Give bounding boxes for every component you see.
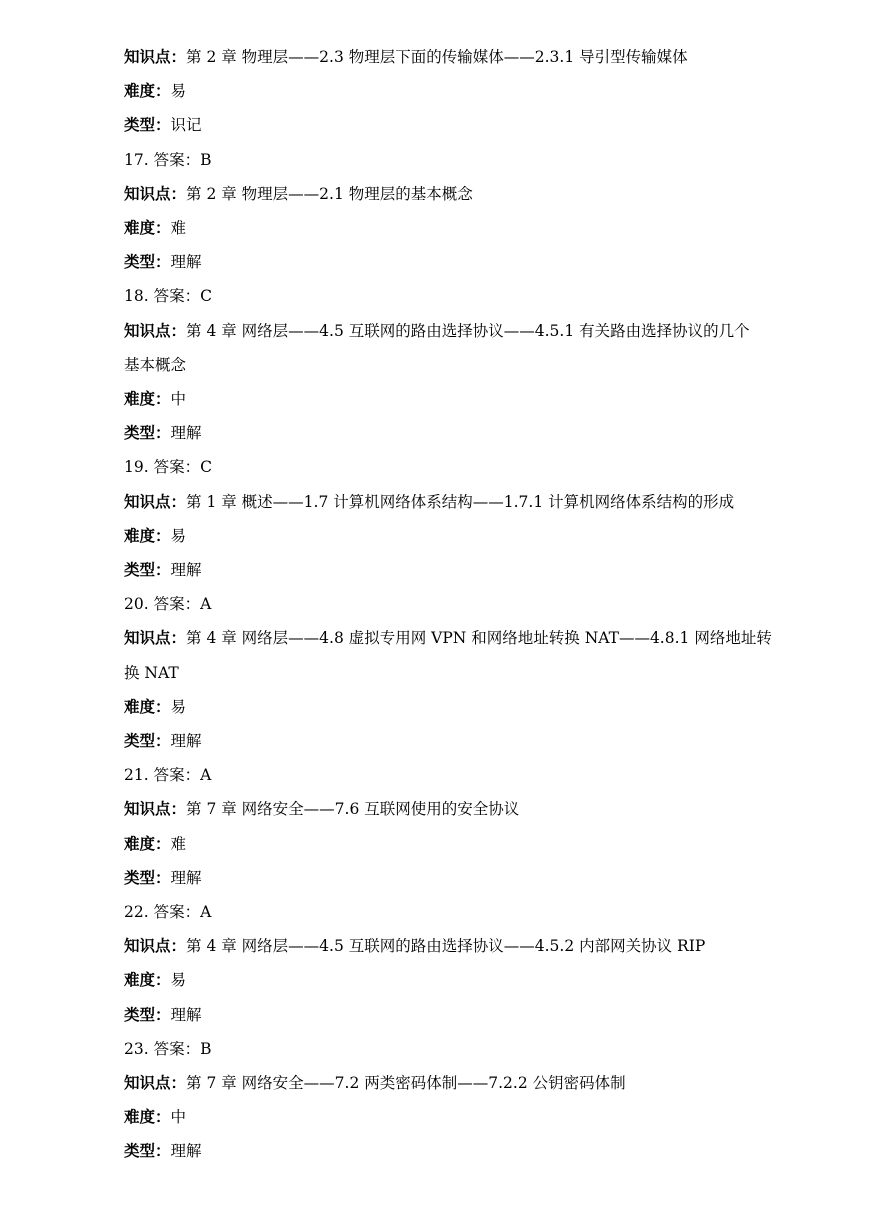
document-line bbox=[124, 321, 834, 341]
line-label: 知识点： bbox=[124, 937, 187, 956]
line-text: 难 bbox=[170, 219, 187, 237]
line-text: 基本概念 bbox=[124, 355, 187, 374]
line-text: 难 bbox=[170, 834, 187, 853]
line-label: 知识点： bbox=[124, 492, 187, 511]
line-text: 理解 bbox=[170, 868, 202, 887]
line-text: 第 4 章 网络层——4.5 互联网的路由选择协议——4.5.1 有关路由选择协议的几个 bbox=[186, 321, 750, 340]
line-text: 理解 bbox=[170, 1005, 202, 1024]
line-text: 易 bbox=[170, 82, 187, 101]
line-text: 中 bbox=[170, 1108, 187, 1127]
line-text: 第 4 章 网络层——4.8 虚拟专用网 VPN 和网络地址转换 NAT——4.8.1 网络地址转 bbox=[186, 629, 772, 648]
line-text: 易 bbox=[170, 697, 187, 716]
line-text: 第 2 章 物理层——2.3 物理层下面的传输媒体——2.3.1 导引型传输媒体 bbox=[186, 48, 688, 66]
line-text: 20. 答案：A bbox=[124, 595, 212, 614]
line-label: 类型： bbox=[124, 1005, 171, 1024]
document-line bbox=[124, 492, 834, 512]
line-label: 难度： bbox=[124, 219, 171, 237]
document-line bbox=[124, 423, 834, 443]
line-label: 难度： bbox=[124, 526, 171, 545]
line-label: 类型： bbox=[124, 424, 171, 443]
document-line bbox=[124, 799, 834, 819]
document-line bbox=[124, 286, 834, 306]
document-line bbox=[124, 1005, 834, 1025]
line-label: 难度： bbox=[124, 82, 171, 101]
line-label: 类型： bbox=[124, 561, 171, 579]
document-line bbox=[124, 1141, 834, 1161]
line-text: 理解 bbox=[170, 1142, 202, 1161]
document-line bbox=[124, 834, 834, 854]
document-line bbox=[124, 1073, 834, 1093]
line-text: 易 bbox=[170, 526, 187, 545]
document-line bbox=[124, 663, 834, 683]
document-line bbox=[124, 731, 834, 751]
document-line bbox=[124, 1107, 834, 1127]
line-text: 21. 答案：A bbox=[124, 766, 212, 785]
line-text: 识记 bbox=[170, 116, 202, 135]
document-line bbox=[124, 1039, 834, 1059]
document-line bbox=[124, 47, 834, 67]
document-line bbox=[124, 184, 834, 204]
document-line bbox=[124, 457, 834, 477]
line-text: 23. 答案：B bbox=[124, 1039, 212, 1058]
document-line bbox=[124, 526, 834, 546]
document-line bbox=[124, 902, 834, 922]
line-label: 类型： bbox=[124, 253, 171, 272]
line-label: 难度： bbox=[124, 697, 171, 716]
document-line bbox=[124, 868, 834, 888]
line-text: 理解 bbox=[170, 424, 202, 443]
line-label: 类型： bbox=[124, 732, 171, 750]
line-text: 22. 答案：A bbox=[124, 903, 212, 921]
document-line bbox=[124, 936, 834, 956]
line-label: 知识点： bbox=[124, 48, 187, 66]
line-text: 第 1 章 概述——1.7 计算机网络体系结构——1.7.1 计算机网络体系结构的形成 bbox=[186, 492, 735, 511]
document-line bbox=[124, 970, 834, 990]
line-label: 难度： bbox=[124, 390, 171, 408]
line-text: 第 7 章 网络安全——7.6 互联网使用的安全协议 bbox=[186, 800, 520, 819]
document-line bbox=[124, 252, 834, 272]
line-label: 类型： bbox=[124, 116, 171, 135]
line-label: 难度： bbox=[124, 971, 171, 990]
line-text: 第 4 章 网络层——4.5 互联网的路由选择协议——4.5.2 内部网关协议 RIP bbox=[186, 937, 706, 956]
line-text: 第 7 章 网络安全——7.2 两类密码体制——7.2.2 公钥密码体制 bbox=[186, 1074, 626, 1092]
document-line bbox=[124, 628, 834, 648]
line-text: 理解 bbox=[170, 253, 202, 272]
line-label: 知识点： bbox=[124, 184, 187, 203]
line-text: 换 NAT bbox=[124, 663, 179, 682]
line-label: 知识点： bbox=[124, 800, 187, 819]
document-line bbox=[124, 150, 834, 170]
line-text: 第 2 章 物理层——2.1 物理层的基本概念 bbox=[186, 184, 473, 203]
line-label: 类型： bbox=[124, 1142, 171, 1161]
document-line bbox=[124, 115, 834, 135]
line-text: 19. 答案：C bbox=[124, 458, 212, 477]
document-line bbox=[124, 697, 834, 717]
line-text: 理解 bbox=[170, 732, 202, 750]
document-line bbox=[124, 560, 834, 580]
line-label: 难度： bbox=[124, 834, 171, 853]
document-line bbox=[124, 765, 834, 785]
document-line bbox=[124, 355, 834, 375]
line-text: 理解 bbox=[170, 561, 202, 579]
document-line bbox=[124, 218, 834, 238]
line-label: 知识点： bbox=[124, 321, 187, 340]
line-text: 18. 答案：C bbox=[124, 287, 212, 306]
line-label: 类型： bbox=[124, 868, 171, 887]
document-line bbox=[124, 389, 834, 409]
line-label: 难度： bbox=[124, 1108, 171, 1127]
line-text: 中 bbox=[170, 390, 187, 408]
line-text: 17. 答案：B bbox=[124, 150, 212, 169]
document-line bbox=[124, 81, 834, 101]
line-label: 知识点： bbox=[124, 1074, 187, 1092]
line-label: 知识点： bbox=[124, 629, 187, 648]
document-line bbox=[124, 594, 834, 614]
line-text: 易 bbox=[170, 971, 187, 990]
